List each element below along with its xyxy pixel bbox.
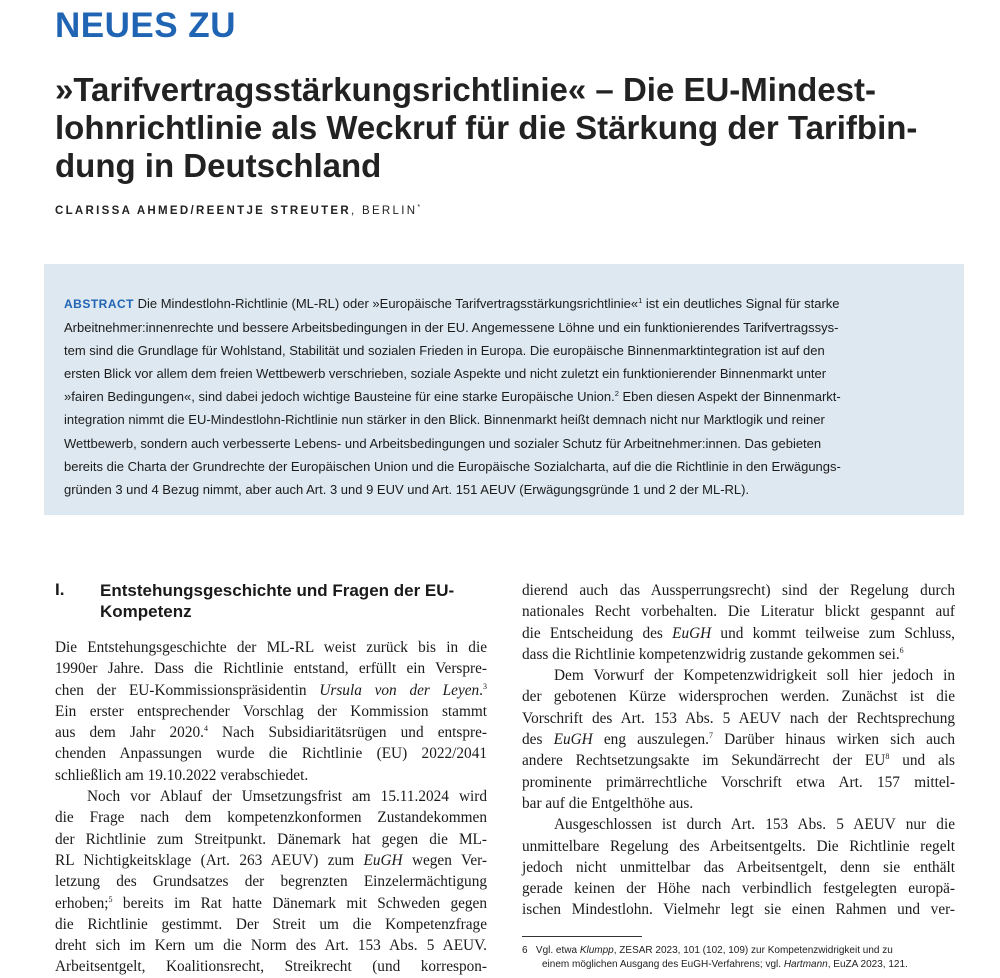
body-line: gerade keinen der Höhe nach verbindlich festgelegten europä- xyxy=(522,880,955,898)
abstract-line-text: Eben diesen Aspekt der Binnenmarkt- xyxy=(618,389,841,405)
body-line: Noch vor Ablauf der Umsetzungsfrist am 15.11.2024 wird xyxy=(87,788,487,806)
body-text: erhoben; xyxy=(55,894,109,912)
footnote-text: Vgl. etwa xyxy=(535,945,580,956)
abstract-line: Wettbewerb, sondern auch verbesserte Lebens- und Arbeitsbedingungen und sozialer Schutz für Arbeitnehmer:innen. Das gebieten xyxy=(64,435,822,451)
abstract-line: Arbeitnehmer:innenrechte und bessere Arbeitsbedingungen in der EU. Angemessene Löhne und ein funktionierendes Tarifvertragssys- xyxy=(64,320,839,336)
body-line: ischen Mindestlohn. Vielmehr legt sie einen Rahmen und ver- xyxy=(522,901,955,919)
body-column-left xyxy=(55,637,487,978)
author-location: , BERLIN xyxy=(351,205,418,217)
body-line: Die Entstehungsgeschichte der ML-RL weist zurück bis in die xyxy=(55,639,487,656)
title-line: dung in Deutschland xyxy=(55,147,382,184)
body-line: 1990er Jahre. Dass die Richtlinie entstand, erfüllt ein Versprе- xyxy=(55,660,487,678)
body-line: unmittelbare Regelung des Arbeitsentgelts. Die Richtlinie regelt xyxy=(522,837,955,855)
body-line: der gebotenen Kürze widersprochen werden. Zunächst ist die xyxy=(522,688,955,706)
abstract-line-text: Die Mindestlohn-Richtlinie (ML-RL) oder »Europäische Tarifvertragsstärkungsrichtlinie« xyxy=(134,296,639,311)
body-text: wegen Ver- xyxy=(402,851,487,869)
abstract-line-text: ist ein deutliches Signal für starke xyxy=(642,296,840,311)
footnote-ref[interactable]: 1 xyxy=(638,296,643,305)
body-line: Ausgeschlossen ist durch Art. 153 Abs. 5 AEUV nur die xyxy=(554,816,955,834)
body-line xyxy=(522,644,955,665)
title-line: lohnrichtlinie als Weckruf für die Stärkung der Tarifbin- xyxy=(55,109,918,146)
body-line: Ein erster entsprechender Vorschlag der Kommission stammt xyxy=(55,702,487,720)
person-name: Ursula von der Leyen xyxy=(319,681,480,699)
footnote-line xyxy=(522,958,955,972)
author-byline xyxy=(55,204,420,217)
body-line: die Frage nach dem kompetenzkonformen Zustandekommen xyxy=(55,809,487,827)
footnote-ref[interactable]: 6 xyxy=(899,645,904,655)
body-text: aus dem Jahr 2020. xyxy=(55,724,204,742)
body-text: des xyxy=(522,731,554,749)
abstract-line: tem sind die Grundlage für Wohlstand, Stabilität und sozialen Frieden in Europa. Die europäische Binnenmarktintegration ist auf den xyxy=(64,343,825,359)
body-text: und kommt teilweise zum Schluss, xyxy=(711,624,955,642)
body-text: bereits im Rat hatte Dänemark mit Schweden gegen xyxy=(112,894,487,912)
section-heading: Entstehungsgeschichte und Fragen der EU-Kompetenz xyxy=(100,581,455,621)
body-line: nationales Recht vorbehalten. Die Literatur blickt gespannt auf xyxy=(522,603,955,621)
article-title xyxy=(55,71,975,185)
body-line: Arbeitsentgelt, Koalitionsrecht, Streikrecht (und korrespon- xyxy=(55,958,487,976)
body-text: chen der EU-Kommissionspräsidentin xyxy=(55,681,320,699)
body-line: schließlich am 19.10.2022 verabschiedet. xyxy=(55,766,309,784)
court-name: EuGH xyxy=(363,851,403,869)
body-text: . xyxy=(479,681,483,699)
abstract-line xyxy=(64,292,944,316)
abstract-line-text: »fairen Bedingungen«, sind dabei jedoch wichtige Bausteine für eine starke Europäische Union. xyxy=(64,389,615,405)
body-line xyxy=(522,623,955,644)
footnote-author: Hartmann xyxy=(783,959,828,970)
author-names: CLARISSA AHMED/REENTJE STREUTER xyxy=(55,205,351,217)
abstract-box xyxy=(44,264,964,515)
body-text: die Entscheidung des xyxy=(522,624,673,642)
footnote-ref[interactable]: 2 xyxy=(614,389,619,399)
body-line xyxy=(522,750,955,771)
section-number: I. xyxy=(55,580,65,599)
body-line: chenden Anpassungen wurde die Richtlinie (EU) 2022/2041 xyxy=(55,745,487,763)
footnote-text: , EuZA 2023, 121. xyxy=(827,959,908,970)
author-footnote-marker: * xyxy=(417,204,421,211)
footnote-line xyxy=(522,944,955,958)
footnote-ref[interactable]: 3 xyxy=(483,681,487,691)
body-text: RL Nichtigkeitsklage (Art. 263 AEUV) zum xyxy=(55,851,364,869)
title-line: »Tarifvertragsstärkungsrichtlinie« – Die EU-Mindest- xyxy=(55,71,876,108)
footnote-ref[interactable]: 4 xyxy=(203,724,208,734)
body-line: Dem Vorwurf der Kompetenzwidrigkeit soll hier jedoch in xyxy=(554,667,955,685)
court-name: EuGH xyxy=(553,731,593,749)
footnote-ref[interactable]: 7 xyxy=(708,731,713,741)
abstract-line: bereits die Charta der Grundrechte der Europäischen Union und die Europäische Sozialcharta, auf die die Richtlinie in den Erwägungs- xyxy=(64,458,841,474)
abstract-text xyxy=(64,292,944,501)
body-line: der Richtlinie zum Streitpunkt. Dänemark hat gegen die ML- xyxy=(55,830,487,848)
body-line xyxy=(522,729,955,750)
court-name: EuGH xyxy=(672,624,712,642)
body-line: dierend auch das Aussperrungsrecht) sind der Regelung durch xyxy=(522,582,955,599)
body-line: jedoch nicht unmittelbar das Arbeitsentgelt, denn sie enthält xyxy=(522,858,955,876)
body-text: und als xyxy=(889,752,955,770)
body-line xyxy=(55,680,487,701)
abstract-line: integration nimmt die EU-Mindestlohn-Richtlinie nun stärker in den Blick. Binnenmarkt heißt demnach nicht nur Marktlogik und reiner xyxy=(64,412,825,428)
abstract-line: ersten Blick vor allem dem freien Wettbewerb verschrieben, soziale Aspekte und nicht zuletzt ein funktionierender Binnenmarkt unter xyxy=(64,366,827,382)
body-line: bar auf die Entgelthöhe aus. xyxy=(522,794,694,812)
body-line xyxy=(55,850,487,871)
footnote-divider xyxy=(522,936,642,937)
footnote-text: , ZESAR 2023, 101 (102, 109) zur Kompetenzwidrigkeit und zu xyxy=(613,945,893,956)
body-column-right xyxy=(522,580,955,921)
body-line: Vorschrift des Art. 153 Abs. 5 AEUV nach der Rechtsprechung xyxy=(522,709,955,727)
body-text: Nach Subsidiaritätsrügen und entspre- xyxy=(207,724,487,742)
rubric-kicker: NEUES ZU xyxy=(55,6,236,45)
body-text: eng auszulegen. xyxy=(592,731,709,749)
body-text: Darüber hinaus wirken sich auch xyxy=(712,731,955,749)
abstract-line: gründen 3 und 4 Bezug nimmt, aber auch Art. 3 und 9 EUV und Art. 151 AEUV (Erwägungsgründe 1 und 2 der ML-RL). xyxy=(64,481,750,497)
footnote-author: Klumpp xyxy=(579,945,614,956)
body-text: dass die Richtlinie kompetenzwidrig zustande gekommen sei. xyxy=(522,645,900,663)
body-line xyxy=(55,893,487,914)
footnote-text: einem möglichen Ausgang des EuGH-Verfahrens; vgl. xyxy=(542,959,784,970)
footnote-ref[interactable]: 8 xyxy=(885,752,890,762)
footnote-ref[interactable]: 5 xyxy=(108,894,113,904)
body-line: letzung des Grundsatzes der begrenzten Einzelermächtigung xyxy=(55,873,487,891)
abstract-label: ABSTRACT xyxy=(64,297,134,311)
abstract-line xyxy=(64,385,944,408)
body-line xyxy=(55,722,487,743)
body-line: prominente primärrechtliche Vorschrift etwa Art. 157 mittel- xyxy=(522,773,955,791)
body-line: dreht sich im Kern um die Norm des Art. 153 Abs. 5 AEUV. xyxy=(55,937,487,955)
body-line: die Richtlinie gestimmt. Der Streit um die Kompetenzfrage xyxy=(55,915,487,933)
body-text: andere Rechtsetzungsakte im Sekundärrecht der EU xyxy=(522,752,886,770)
footnote xyxy=(522,944,955,972)
footnote-number: 6 xyxy=(522,945,528,956)
